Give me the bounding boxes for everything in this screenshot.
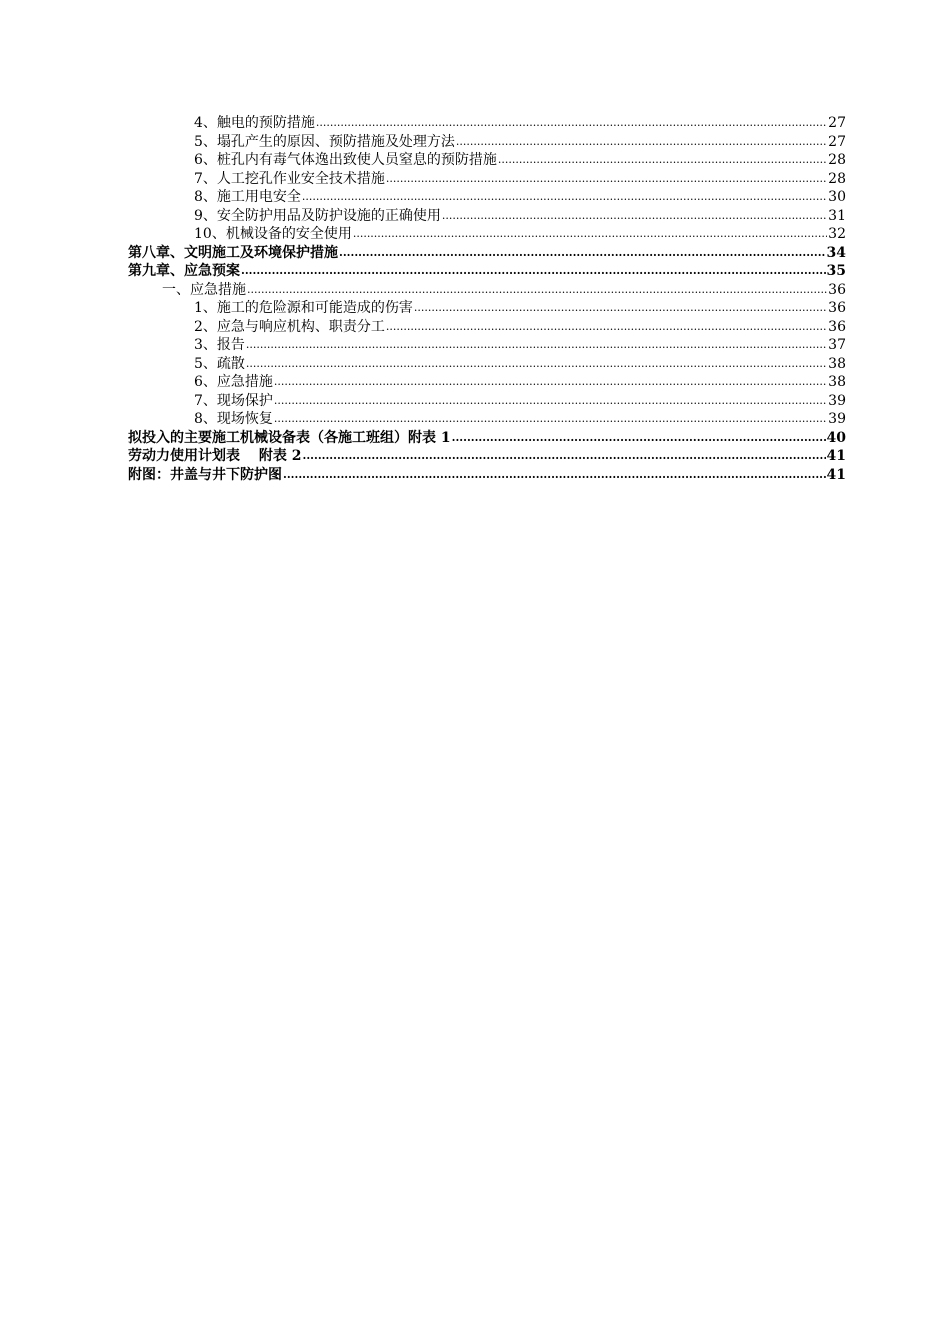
toc-entry[interactable] [128, 373, 846, 392]
toc-entry[interactable] [128, 392, 846, 411]
toc-entry-page: 27 [828, 133, 846, 150]
toc-entry[interactable] [128, 225, 846, 244]
toc-dot-leader [316, 114, 827, 133]
toc-entry[interactable] [128, 355, 846, 374]
toc-entry-title: 劳动力使用计划表 附表 2 [128, 448, 302, 464]
toc-dot-leader [386, 318, 827, 337]
toc-entry[interactable] [128, 170, 846, 189]
toc-entry-title: 7、现场保护 [194, 392, 273, 409]
toc-entry-page: 41 [826, 448, 846, 464]
toc-entry-title: 一、应急措施 [162, 281, 246, 298]
toc-dot-leader [442, 207, 827, 226]
toc-dot-leader [274, 373, 827, 392]
toc-entry-title: 第九章、应急预案 [128, 263, 240, 279]
toc-entry-page: 35 [826, 263, 846, 279]
toc-dot-leader [303, 447, 826, 466]
toc-entry-page: 39 [828, 411, 846, 427]
toc-dot-leader [452, 429, 826, 448]
toc-entry-page: 37 [828, 337, 846, 353]
toc-entry[interactable] [128, 410, 846, 429]
toc-entry-page: 39 [828, 392, 846, 409]
toc-entry-page: 38 [828, 374, 846, 390]
toc-entry-page: 34 [826, 244, 846, 261]
toc-entry[interactable] [128, 188, 846, 207]
toc-entry-title: 3、报告 [194, 337, 245, 353]
toc-dot-leader [353, 225, 827, 244]
toc-dot-leader [274, 392, 827, 411]
toc-entry-title: 6、应急措施 [194, 374, 273, 390]
toc-entry[interactable] [128, 336, 846, 355]
toc-entry-appendix[interactable] [128, 447, 846, 466]
toc-dot-leader [283, 466, 826, 485]
toc-entry-title: 10、机械设备的安全使用 [194, 226, 352, 242]
toc-dot-leader [498, 151, 827, 170]
toc-entry[interactable] [128, 207, 846, 226]
toc-entry[interactable] [128, 133, 846, 152]
toc-entry-title: 7、人工挖孔作业安全技术措施 [194, 170, 385, 187]
toc-entry-title: 第八章、文明施工及环境保护措施 [128, 244, 338, 261]
toc-dot-leader [246, 355, 827, 374]
toc-entry-title: 2、应急与响应机构、职责分工 [194, 318, 385, 335]
toc-entry-section[interactable] [128, 281, 846, 300]
toc-entry-title: 1、施工的危险源和可能造成的伤害 [194, 300, 413, 316]
toc-entry-appendix[interactable] [128, 466, 846, 485]
toc-entry-title: 5、塌孔产生的原因、预防措施及处理方法 [194, 133, 455, 150]
toc-entry-appendix[interactable] [128, 429, 846, 448]
toc-entry-title: 5、疏散 [194, 355, 245, 372]
toc-entry-page: 28 [828, 170, 846, 187]
toc-entry-page: 36 [828, 300, 846, 316]
toc-entry-page: 36 [828, 318, 846, 335]
toc-entry-page: 32 [828, 226, 846, 242]
toc-entry-page: 28 [828, 152, 846, 168]
table-of-contents [128, 114, 846, 484]
toc-dot-leader [414, 299, 827, 318]
toc-entry-page: 36 [828, 281, 846, 298]
toc-entry-page: 27 [828, 115, 846, 131]
toc-dot-leader [246, 336, 827, 355]
toc-entry-chapter[interactable] [128, 262, 846, 281]
toc-entry-page: 38 [828, 355, 846, 372]
toc-entry[interactable] [128, 114, 846, 133]
toc-entry-chapter[interactable] [128, 244, 846, 263]
toc-entry-title: 9、安全防护用品及防护设施的正确使用 [194, 207, 441, 224]
toc-entry[interactable] [128, 299, 846, 318]
toc-dot-leader [274, 410, 827, 429]
toc-entry-page: 30 [828, 189, 846, 205]
toc-dot-leader [241, 262, 826, 281]
toc-entry-title: 4、触电的预防措施 [194, 115, 315, 131]
toc-dot-leader [247, 281, 827, 300]
toc-dot-leader [386, 170, 827, 189]
toc-entry[interactable] [128, 318, 846, 337]
toc-entry-page: 40 [826, 429, 846, 446]
toc-entry-title: 8、施工用电安全 [194, 189, 301, 205]
toc-entry-title: 附图：井盖与井下防护图 [128, 466, 282, 483]
toc-dot-leader [456, 133, 827, 152]
toc-entry-page: 41 [826, 466, 846, 483]
toc-dot-leader [339, 244, 826, 263]
toc-dot-leader [302, 188, 827, 207]
toc-entry[interactable] [128, 151, 846, 170]
toc-entry-title: 拟投入的主要施工机械设备表（各施工班组）附表 1 [128, 429, 451, 446]
toc-entry-title: 6、桩孔内有毒气体逸出致使人员窒息的预防措施 [194, 152, 497, 168]
toc-entry-page: 31 [828, 207, 846, 224]
toc-entry-title: 8、现场恢复 [194, 411, 273, 427]
